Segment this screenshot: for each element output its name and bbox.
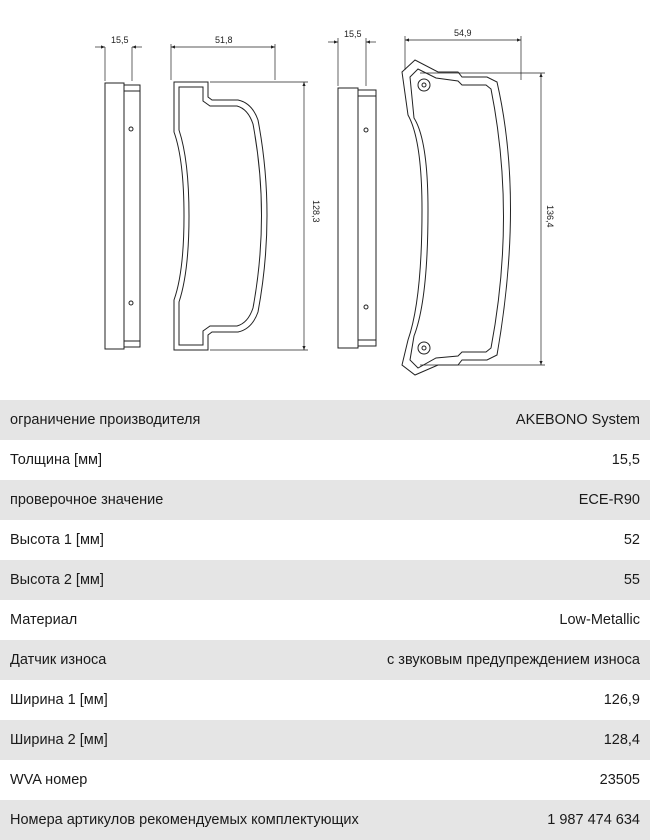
height-dimension-left: [210, 82, 321, 350]
specifications-table: [0, 400, 650, 840]
left-pad-side-view: [105, 83, 140, 349]
spec-row-width-1: [0, 680, 650, 720]
spec-value: 15,5: [611, 452, 640, 468]
spec-value: 52: [623, 532, 640, 548]
spec-label: Толщина [мм]: [10, 452, 103, 468]
spec-value: с звуковым предупреждением износа: [387, 652, 640, 668]
spec-row-test-mark: [0, 480, 650, 520]
thickness-dimension-right: [328, 29, 376, 86]
spec-value: 55: [623, 572, 640, 588]
thickness-dimension-left: [95, 35, 142, 81]
spec-label: Ширина 1 [мм]: [10, 692, 108, 708]
spec-label: WVA номер: [10, 772, 88, 788]
spec-value: 128,4: [603, 732, 640, 748]
spec-label: Высота 1 [мм]: [10, 532, 104, 548]
dim-thickness-left: 15,5: [111, 35, 129, 45]
spec-label: Датчик износа: [10, 652, 107, 668]
spec-value: ECE-R90: [578, 492, 640, 508]
spec-label: Ширина 2 [мм]: [10, 732, 108, 748]
spec-label: Материал: [10, 612, 78, 628]
spec-value: 23505: [599, 772, 640, 788]
spec-value: Low-Metallic: [559, 612, 640, 628]
spec-value: 1 987 474 634: [547, 812, 640, 828]
spec-label: проверочное значение: [10, 492, 164, 508]
right-pad-side-view: [338, 88, 376, 348]
spec-row-recommended-parts: [0, 800, 650, 840]
spec-value: 126,9: [603, 692, 640, 708]
dim-height-right: 136,4: [545, 205, 555, 228]
spec-row-height-2: [0, 560, 650, 600]
left-pad-front-view: [174, 82, 267, 350]
spec-row-wva-number: [0, 760, 650, 800]
spec-label: Высота 2 [мм]: [10, 572, 104, 588]
spec-row-thickness: [0, 440, 650, 480]
brake-pad-technical-drawing: [0, 0, 650, 400]
spec-row-material: [0, 600, 650, 640]
spec-label: ограничение производителя: [10, 412, 201, 428]
width-dimension-right: [405, 28, 521, 80]
right-pad-front-view: [402, 60, 511, 375]
spec-row-wear-sensor: [0, 640, 650, 680]
dim-height-left: 128,3: [311, 200, 321, 223]
dim-width-left: 51,8: [215, 35, 233, 45]
spec-row-manufacturer-restriction: [0, 400, 650, 440]
dim-thickness-right: 15,5: [344, 29, 362, 39]
spec-value: AKEBONO System: [515, 412, 640, 428]
spec-row-width-2: [0, 720, 650, 760]
spec-row-height-1: [0, 520, 650, 560]
width-dimension-left: [171, 35, 275, 80]
height-dimension-right: [420, 73, 555, 365]
spec-label: Номера артикулов рекомендуемых комплектующих: [10, 812, 359, 828]
dim-width-right: 54,9: [454, 28, 472, 38]
